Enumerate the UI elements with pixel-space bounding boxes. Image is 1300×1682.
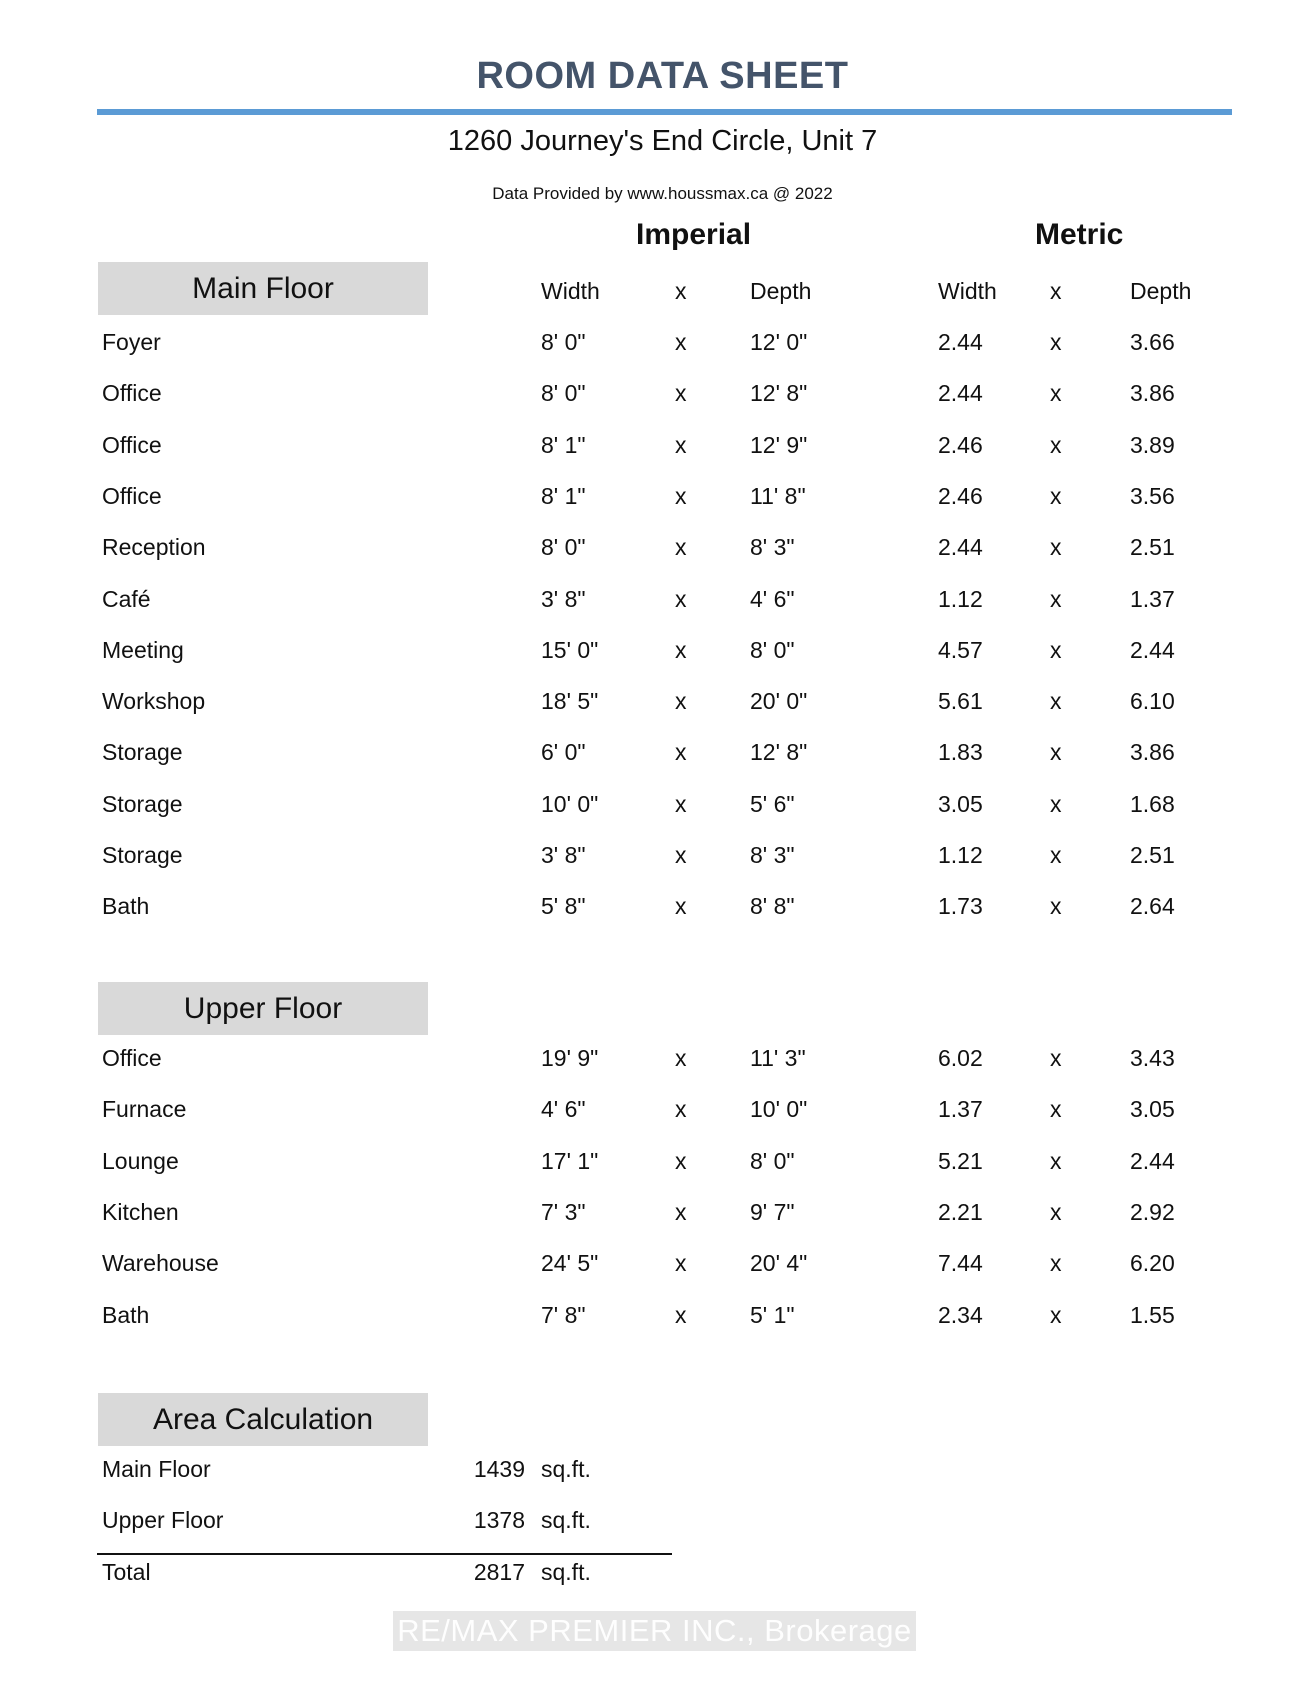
metric-x: x	[1050, 739, 1062, 766]
room-row	[0, 688, 1300, 728]
metric-depth: 6.10	[1130, 688, 1175, 715]
imperial-depth: 9' 7"	[750, 1198, 795, 1225]
area-value: 2817	[473, 1559, 525, 1585]
metric-width: 7.44	[938, 1250, 983, 1277]
col-imperial-width: Width	[541, 278, 600, 304]
main-floor-header: Main Floor	[98, 262, 428, 315]
metric-x: x	[1050, 329, 1062, 355]
room-name: Lounge	[102, 1147, 179, 1174]
area-unit: sq.ft.	[541, 1456, 591, 1482]
room-name: Storage	[102, 842, 183, 868]
imperial-x: x	[675, 329, 687, 355]
property-address: 1260 Journey's End Circle, Unit 7	[447, 125, 878, 157]
room-row	[0, 432, 1300, 472]
metric-width: 1.73	[938, 893, 983, 920]
area-value: 1378	[473, 1507, 525, 1533]
imperial-x: x	[675, 739, 687, 766]
title-divider	[97, 109, 1232, 115]
col-metric-x: x	[1050, 278, 1062, 304]
metric-depth: 2.64	[1130, 893, 1175, 920]
imperial-x: x	[675, 431, 687, 458]
imperial-depth: 12' 0"	[750, 329, 808, 355]
data-provider: Data Provided by www.houssmax.ca @ 2022	[492, 184, 833, 203]
room-row	[0, 1250, 1300, 1290]
room-name: Storage	[102, 739, 183, 766]
metric-width: 5.61	[938, 688, 983, 715]
metric-width: 2.44	[938, 534, 983, 561]
metric-width: 4.57	[938, 636, 983, 663]
room-name: Bath	[102, 893, 150, 920]
imperial-width: 24' 5"	[541, 1250, 599, 1277]
room-row	[0, 1199, 1300, 1239]
imperial-depth: 20' 0"	[750, 688, 808, 715]
imperial-x: x	[675, 1096, 687, 1123]
metric-depth: 6.20	[1130, 1250, 1175, 1277]
imperial-x: x	[675, 534, 687, 561]
room-row	[0, 791, 1300, 831]
metric-width: 6.02	[938, 1045, 983, 1071]
metric-depth: 3.43	[1130, 1045, 1175, 1071]
metric-x: x	[1050, 1301, 1062, 1328]
imperial-width: 17' 1"	[541, 1147, 599, 1174]
metric-depth: 2.44	[1130, 1147, 1175, 1174]
metric-width: 2.44	[938, 329, 983, 355]
imperial-width: 18' 5"	[541, 688, 599, 715]
metric-width: 1.83	[938, 739, 983, 766]
imperial-x: x	[675, 1301, 687, 1328]
metric-width: 2.46	[938, 431, 983, 458]
col-imperial-x: x	[675, 278, 687, 304]
area-label: Main Floor	[102, 1456, 211, 1482]
imperial-width: 15' 0"	[541, 636, 599, 663]
room-row	[0, 1045, 1300, 1085]
imperial-width: 19' 9"	[541, 1045, 599, 1071]
room-name: Kitchen	[102, 1198, 179, 1225]
metric-width: 2.46	[938, 482, 983, 509]
room-name: Reception	[102, 534, 206, 561]
room-name: Workshop	[102, 688, 206, 715]
room-row	[0, 1302, 1300, 1342]
metric-x: x	[1050, 1198, 1062, 1225]
col-metric-depth: Depth	[1130, 278, 1192, 304]
metric-x: x	[1050, 1147, 1062, 1174]
metric-x: x	[1050, 688, 1062, 715]
room-name: Office	[102, 380, 162, 407]
metric-x: x	[1050, 1250, 1062, 1277]
metric-width: 1.12	[938, 842, 983, 868]
metric-heading: Metric	[1035, 218, 1124, 251]
total-divider	[97, 1553, 672, 1555]
imperial-x: x	[675, 688, 687, 715]
imperial-width: 6' 0"	[541, 739, 586, 766]
room-row	[0, 1148, 1300, 1188]
imperial-depth: 5' 6"	[750, 790, 795, 817]
area-row	[0, 1559, 1300, 1599]
imperial-depth: 10' 0"	[750, 1096, 808, 1123]
imperial-width: 3' 8"	[541, 842, 586, 868]
col-imperial-depth: Depth	[750, 278, 812, 304]
metric-x: x	[1050, 482, 1062, 509]
area-label: Upper Floor	[102, 1507, 224, 1533]
room-name: Office	[102, 431, 162, 458]
room-name: Café	[102, 585, 151, 612]
room-name: Foyer	[102, 329, 161, 355]
room-name: Furnace	[102, 1096, 187, 1123]
metric-width: 5.21	[938, 1147, 983, 1174]
area-unit: sq.ft.	[541, 1507, 591, 1533]
metric-depth: 3.05	[1130, 1096, 1175, 1123]
room-row	[0, 842, 1300, 882]
metric-depth: 2.51	[1130, 842, 1175, 868]
imperial-depth: 12' 9"	[750, 431, 808, 458]
col-metric-width: Width	[938, 278, 997, 304]
metric-x: x	[1050, 1096, 1062, 1123]
metric-x: x	[1050, 585, 1062, 612]
imperial-depth: 8' 3"	[750, 534, 795, 561]
imperial-depth: 4' 6"	[750, 585, 795, 612]
metric-width: 3.05	[938, 790, 983, 817]
imperial-width: 7' 3"	[541, 1198, 586, 1225]
imperial-x: x	[675, 1045, 687, 1071]
imperial-depth: 12' 8"	[750, 739, 808, 766]
room-name: Warehouse	[102, 1250, 219, 1277]
room-row	[0, 586, 1300, 626]
metric-depth: 3.86	[1130, 739, 1175, 766]
imperial-width: 10' 0"	[541, 790, 599, 817]
imperial-width: 8' 0"	[541, 380, 586, 407]
metric-x: x	[1050, 534, 1062, 561]
metric-x: x	[1050, 893, 1062, 920]
imperial-width: 8' 0"	[541, 329, 586, 355]
metric-depth: 1.68	[1130, 790, 1175, 817]
area-unit: sq.ft.	[541, 1559, 591, 1585]
area-row	[0, 1456, 1300, 1496]
room-name: Office	[102, 1045, 162, 1071]
room-row	[0, 534, 1300, 574]
metric-x: x	[1050, 636, 1062, 663]
imperial-x: x	[675, 636, 687, 663]
imperial-width: 8' 1"	[541, 431, 586, 458]
imperial-x: x	[675, 1250, 687, 1277]
imperial-depth: 8' 3"	[750, 842, 795, 868]
room-row	[0, 329, 1300, 369]
imperial-width: 7' 8"	[541, 1301, 586, 1328]
metric-depth: 3.89	[1130, 431, 1175, 458]
metric-depth: 3.56	[1130, 482, 1175, 509]
area-calculation-header: Area Calculation	[98, 1393, 428, 1446]
metric-depth: 2.51	[1130, 534, 1175, 561]
imperial-x: x	[675, 842, 687, 868]
metric-depth: 3.86	[1130, 380, 1175, 407]
imperial-width: 3' 8"	[541, 585, 586, 612]
metric-width: 1.37	[938, 1096, 983, 1123]
room-name: Meeting	[102, 636, 184, 663]
room-row	[0, 1096, 1300, 1136]
room-row	[0, 893, 1300, 933]
imperial-depth: 12' 8"	[750, 380, 808, 407]
imperial-x: x	[675, 790, 687, 817]
imperial-width: 4' 6"	[541, 1096, 586, 1123]
imperial-depth: 11' 8"	[750, 482, 806, 509]
imperial-x: x	[675, 585, 687, 612]
imperial-depth: 5' 1"	[750, 1301, 795, 1328]
metric-depth: 2.44	[1130, 636, 1175, 663]
area-row	[0, 1507, 1300, 1547]
upper-floor-header: Upper Floor	[98, 982, 428, 1035]
metric-x: x	[1050, 842, 1062, 868]
metric-depth: 3.66	[1130, 329, 1175, 355]
area-label: Total	[102, 1559, 151, 1585]
imperial-x: x	[675, 380, 687, 407]
metric-depth: 1.37	[1130, 585, 1175, 612]
imperial-width: 8' 1"	[541, 482, 586, 509]
room-name: Office	[102, 482, 162, 509]
area-value: 1439	[473, 1456, 525, 1482]
metric-width: 2.21	[938, 1198, 983, 1225]
metric-width: 2.44	[938, 380, 983, 407]
metric-depth: 1.55	[1130, 1301, 1175, 1328]
room-row	[0, 739, 1300, 779]
imperial-width: 8' 0"	[541, 534, 586, 561]
page-title: ROOM DATA SHEET	[476, 55, 849, 97]
imperial-x: x	[675, 482, 687, 509]
imperial-depth: 8' 0"	[750, 636, 795, 663]
imperial-x: x	[675, 893, 687, 920]
imperial-width: 5' 8"	[541, 893, 586, 920]
metric-x: x	[1050, 380, 1062, 407]
room-row	[0, 380, 1300, 420]
imperial-depth: 8' 8"	[750, 893, 795, 920]
imperial-x: x	[675, 1198, 687, 1225]
room-row	[0, 637, 1300, 677]
metric-width: 1.12	[938, 585, 983, 612]
room-name: Bath	[102, 1301, 150, 1328]
metric-width: 2.34	[938, 1301, 983, 1328]
room-name: Storage	[102, 790, 183, 817]
imperial-depth: 11' 3"	[750, 1045, 806, 1071]
metric-x: x	[1050, 431, 1062, 458]
brokerage-watermark: RE/MAX PREMIER INC., Brokerage	[393, 1611, 916, 1651]
imperial-depth: 8' 0"	[750, 1147, 795, 1174]
room-row	[0, 483, 1300, 523]
imperial-x: x	[675, 1147, 687, 1174]
metric-x: x	[1050, 790, 1062, 817]
imperial-heading: Imperial	[636, 218, 752, 251]
metric-x: x	[1050, 1045, 1062, 1071]
imperial-depth: 20' 4"	[750, 1250, 808, 1277]
metric-depth: 2.92	[1130, 1198, 1175, 1225]
